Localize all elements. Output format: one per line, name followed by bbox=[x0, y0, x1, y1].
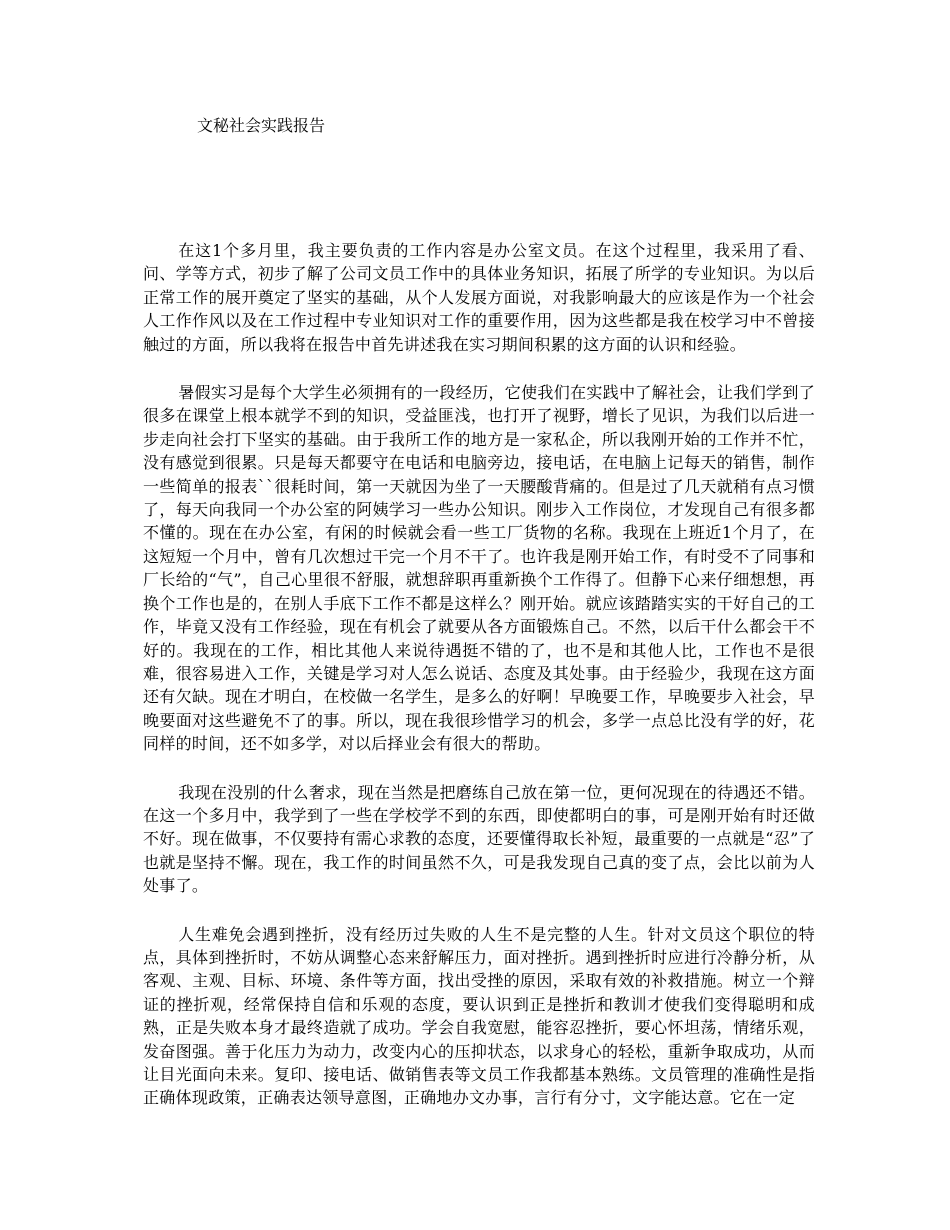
paragraph-1: 在这1个多月里，我主要负责的工作内容是办公室文员。在这个过程里，我采用了看、问、学等方式，初步了解了公司文员工作中的具体业务知识，拓展了所学的专业知识。为以后正常工作的展开奠定了坚实的基础，从个人发展方面说，对我影响最大的应该是作为一个社会人工作作风以及在工作过程中专业知识对工作的重要作用，因为这些都是我在校学习中不曾接触过的方面，所以我将在报告中首先讲述我在实习期间积累的这方面的认识和经验。 bbox=[143, 241, 815, 354]
paragraph-4: 人生难免会遇到挫折，没有经历过失败的人生不是完整的人生。针对文员这个职位的特点，具体到挫折时，不妨从调整心态来舒解压力，面对挫折。遇到挫折时应进行冷静分析，从客观、主观、目标、环境、条件等方面，找出受挫的原因，采取有效的补救措施。树立一个辩证的挫折观，经常保持自信和乐观的态度，要认识到正是挫折和教训才使我们变得聪明和成熟，正是失败本身才最终造就了成功。学会自我宽慰，能容忍挫折，要心怀坦荡，情绪乐观，发奋图强。善于化压力为动力，改变内心的压抑状态，以求身心的轻松，重新争取成功，从而让目光面向未来。复印、接电话、做销售表等文员工作我都基本熟练。文员管理的准确性是指正确体现政策，正确表达领导意图，正确地办文办事，言行有分寸，文字能达意。它在一定 bbox=[143, 924, 815, 1108]
document-title: 文秘社会实践报告 bbox=[197, 116, 326, 135]
paragraph-2: 暑假实习是每个大学生必须拥有的一段经历，它使我们在实践中了解社会，让我们学到了很多在课堂上根本就学不到的知识，受益匪浅，也打开了视野，增长了见识，为我们以后进一步走向社会打下坚实的基础。由于我所工作的地方是一家私企，所以我刚开始的工作并不忙，没有感觉到很累。只是每天都要守在电话和电脑旁边，接电话，在电脑上记每天的销售，制作一些简单的报表``很耗时间，第一天就因为坐了一天腰酸背痛的。但是过了几天就稍有点习惯了，每天向我同一个办公室的阿姨学习一些办公知识。刚步入工作岗位，才发现自己有很多都不懂的。现在在办公室，有闲的时候就会看一些工厂货物的名称。我现在上班近1个月了，在这短短一个月中，曾有几次想过干完一个月不干了。也许我是刚开始工作，有时受不了同事和厂长给的“气”，自己心里很不舒服，就想辞职再重新换个工作得了。但静下心来仔细想想，再换个工作也是的，在别人手底下工作不都是这样么？刚开始。就应该踏踏实实的干好自己的工作，毕竟又没有工作经验，现在有机会了就要从各方面锻炼自己。不然，以后干什么都会干不好的。我现在的工作，相比其他人来说待遇挺不错的了，也不是和其他人比，工作也不是很难，很容易进入工作，关键是学习对人怎么说话、态度及其处事。由于经验少，我现在这方面还有欠缺。现在才明白，在校做一名学生，是多么的好啊！早晚要工作，早晚要步入社会，早晚要面对这些避免不了的事。所以，现在我很珍惜学习的机会，多学一点总比没有学的好，花同样的时间，还不如多学，对以后择业会有很大的帮助。 bbox=[143, 383, 815, 754]
document-body bbox=[143, 239, 815, 1135]
paragraph-3: 我现在没别的什么奢求，现在当然是把磨练自己放在第一位，更何况现在的待遇还不错。在这一个多月中，我学到了一些在学校学不到的东西，即使都明白的事，可是刚开始有时还做不好。现在做事，不仅要持有需心求教的态度，还要懂得取长补短，最重要的一点就是“忍”了也就是坚持不懈。现在，我工作的时间虽然不久，可是我发现自己真的变了点，会比以前为人处事了。 bbox=[143, 782, 815, 896]
